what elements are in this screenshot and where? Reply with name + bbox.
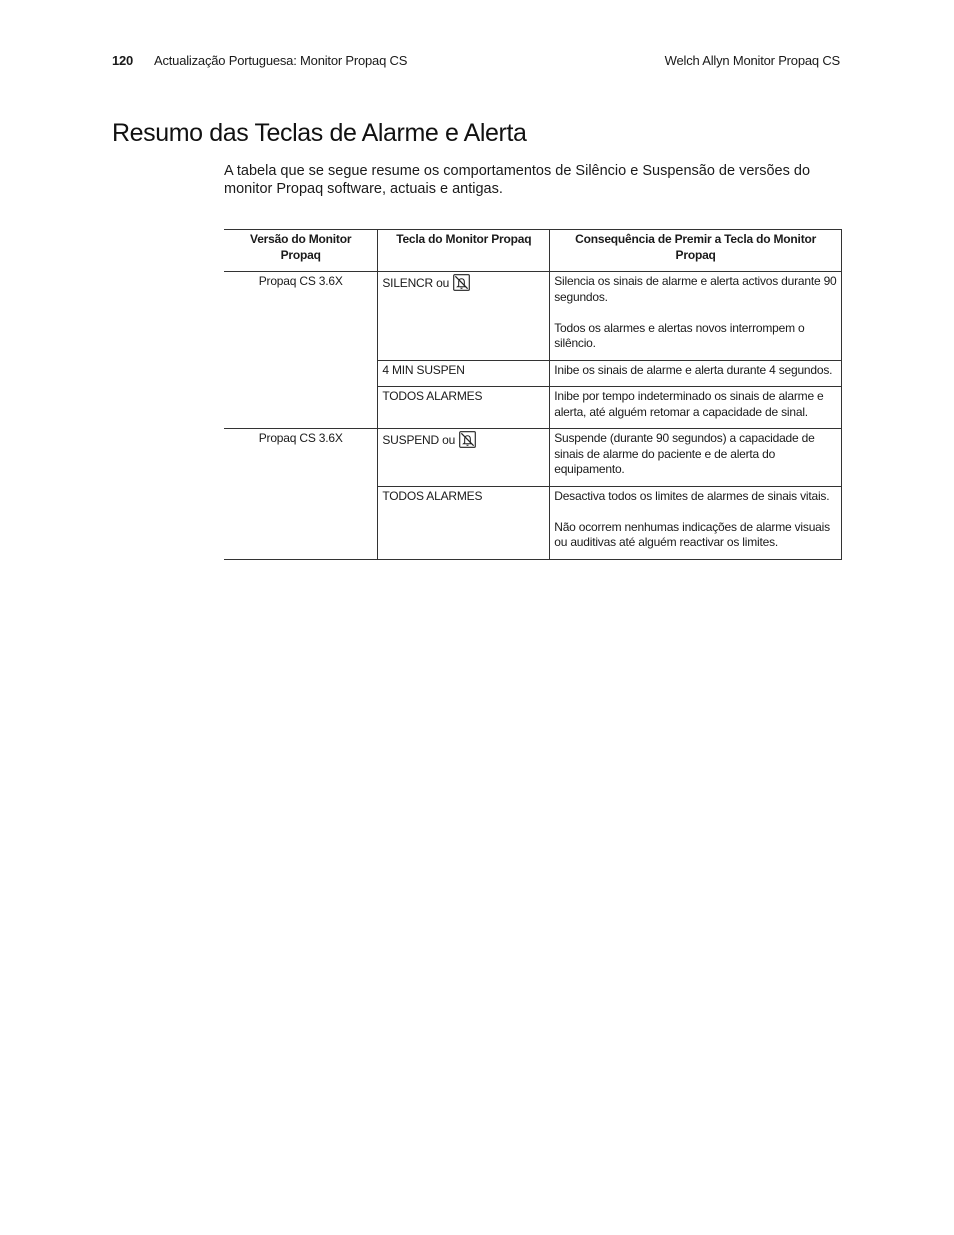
- consequence-text: Inibe por tempo indeterminado os sinais de alarme e alerta, até alguém retomar a capacidade de sinal.: [554, 389, 824, 419]
- key-label: SUSPEND ou: [382, 433, 456, 447]
- table-header-row: [224, 230, 842, 272]
- consequence-text: Suspende (durante 90 segundos) a capacidade de sinais de alarme do paciente e de alerta do equipamento.: [554, 431, 815, 476]
- consequence-cell: [550, 486, 842, 559]
- consequence-text: Desactiva todos os limites de alarmes de sinais vitais.: [554, 488, 830, 503]
- header-key: Tecla do Monitor Propaq: [378, 230, 550, 272]
- running-header-left: Actualização Portuguesa: Monitor Propaq CS: [154, 53, 408, 68]
- table-row: [224, 272, 842, 361]
- key-label: TODOS ALARMES: [382, 389, 483, 403]
- header-consequence: Consequência de Premir a Tecla do Monitor Propaq: [550, 230, 842, 272]
- consequence-cell: [550, 360, 842, 387]
- consequence-cell: [550, 429, 842, 487]
- key-cell: [378, 360, 550, 387]
- alarm-silence-icon: [459, 431, 476, 453]
- key-cell: [378, 486, 550, 559]
- consequence-cell: [550, 387, 842, 429]
- key-label: SILENCR ou: [382, 276, 450, 290]
- key-label: 4 MIN SUSPEN: [382, 362, 465, 377]
- consequence-cell: [550, 272, 842, 361]
- page-number: 120: [112, 53, 134, 68]
- alarm-key-summary-table: [224, 229, 842, 560]
- version-cell: Propaq CS 3.6X: [224, 272, 378, 429]
- key-label: TODOS ALARMES: [382, 488, 483, 503]
- key-cell: [378, 387, 550, 429]
- consequence-text: Inibe os sinais de alarme e alerta durante 4 segundos.: [554, 362, 833, 377]
- version-cell: Propaq CS 3.6X: [224, 429, 378, 560]
- key-cell: [378, 429, 550, 487]
- header-version: Versão do Monitor Propaq: [224, 230, 378, 272]
- consequence-text: Não ocorrem nenhumas indicações de alarme visuais ou auditivas até alguém reactivar os limites.: [554, 519, 830, 549]
- section-title: Resumo das Teclas de Alarme e Alerta: [112, 119, 527, 147]
- intro-paragraph: A tabela que se segue resume os comportamentos de Silêncio e Suspensão de versões do monitor Propaq software, actuais e antigas.: [224, 163, 811, 197]
- table-row: [224, 429, 842, 487]
- running-header-right: Welch Allyn Monitor Propaq CS: [664, 53, 840, 68]
- consequence-text: Silencia os sinais de alarme e alerta activos durante 90 segundos.: [554, 274, 837, 304]
- consequence-text: Todos os alarmes e alertas novos interrompem o silêncio.: [554, 320, 805, 350]
- alarm-silence-icon: [453, 274, 470, 296]
- key-cell: [378, 272, 550, 361]
